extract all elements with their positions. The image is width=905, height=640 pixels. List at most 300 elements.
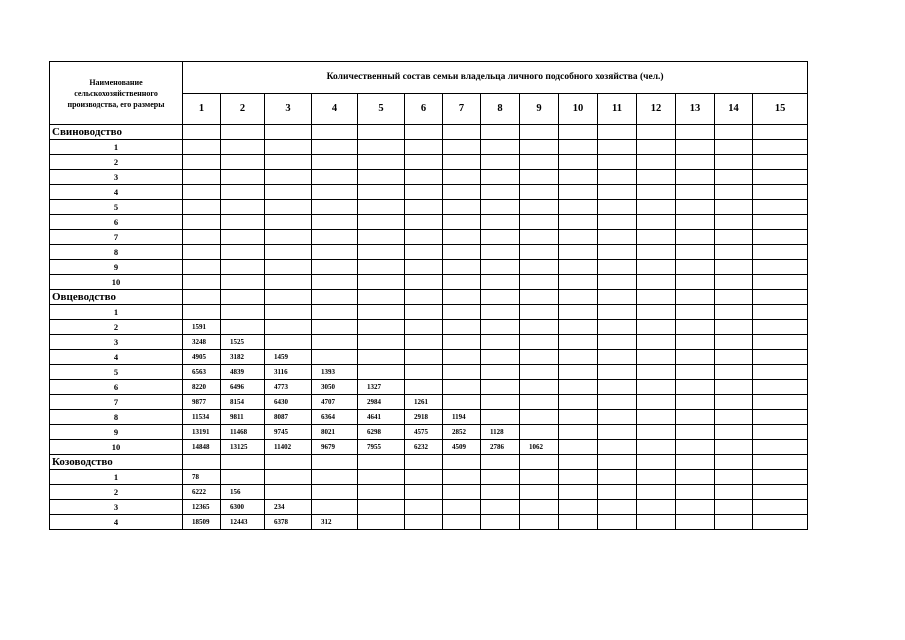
empty-cell: [637, 335, 676, 350]
empty-cell: [358, 215, 405, 230]
table-row: [50, 470, 808, 485]
row-size-label: 10: [50, 275, 183, 290]
value-cell: 9679: [312, 440, 358, 455]
empty-cell: [312, 125, 358, 140]
empty-cell: [520, 185, 559, 200]
empty-cell: [598, 350, 637, 365]
empty-cell: [183, 215, 221, 230]
table-row: [50, 380, 808, 395]
table-row: [50, 200, 808, 215]
column-number-15: 15: [753, 93, 808, 125]
row-size-label: 2: [50, 155, 183, 170]
empty-cell: [598, 440, 637, 455]
empty-cell: [715, 455, 753, 470]
empty-cell: [520, 215, 559, 230]
empty-cell: [598, 365, 637, 380]
empty-cell: [559, 515, 598, 530]
empty-cell: [520, 245, 559, 260]
empty-cell: [676, 185, 715, 200]
empty-cell: [676, 320, 715, 335]
empty-cell: [637, 245, 676, 260]
value-cell: 6364: [312, 410, 358, 425]
empty-cell: [481, 485, 520, 500]
row-size-label: 1: [50, 140, 183, 155]
empty-cell: [358, 125, 405, 140]
table-row: [50, 260, 808, 275]
empty-cell: [753, 260, 808, 275]
empty-cell: [183, 275, 221, 290]
column-number-2: 2: [221, 93, 265, 125]
column-number-14: 14: [715, 93, 753, 125]
row-size-label: 5: [50, 200, 183, 215]
empty-cell: [481, 470, 520, 485]
table-row: [50, 245, 808, 260]
empty-cell: [715, 260, 753, 275]
empty-cell: [598, 470, 637, 485]
value-cell: 1525: [221, 335, 265, 350]
value-cell: 234: [265, 500, 312, 515]
empty-cell: [676, 140, 715, 155]
value-cell: 6378: [265, 515, 312, 530]
empty-cell: [221, 245, 265, 260]
empty-cell: [520, 425, 559, 440]
empty-cell: [312, 485, 358, 500]
value-cell: 1128: [481, 425, 520, 440]
empty-cell: [443, 185, 481, 200]
empty-cell: [405, 230, 443, 245]
value-cell: 9877: [183, 395, 221, 410]
empty-cell: [265, 185, 312, 200]
empty-cell: [265, 125, 312, 140]
table-header: [50, 62, 808, 125]
empty-cell: [481, 200, 520, 215]
row-size-label: 6: [50, 380, 183, 395]
table-body: [50, 125, 808, 530]
empty-cell: [637, 320, 676, 335]
empty-cell: [405, 485, 443, 500]
empty-cell: [598, 485, 637, 500]
table-row: [50, 350, 808, 365]
empty-cell: [753, 215, 808, 230]
table-row: [50, 140, 808, 155]
empty-cell: [753, 380, 808, 395]
empty-cell: [753, 170, 808, 185]
value-cell: 6300: [221, 500, 265, 515]
column-number-6: 6: [405, 93, 443, 125]
empty-cell: [559, 365, 598, 380]
value-cell: 78: [183, 470, 221, 485]
empty-cell: [715, 305, 753, 320]
empty-cell: [598, 260, 637, 275]
column-number-12: 12: [637, 93, 676, 125]
empty-cell: [221, 260, 265, 275]
empty-cell: [405, 515, 443, 530]
empty-cell: [753, 440, 808, 455]
empty-cell: [559, 290, 598, 305]
empty-cell: [481, 275, 520, 290]
empty-cell: [598, 155, 637, 170]
empty-cell: [312, 335, 358, 350]
table-row: [50, 485, 808, 500]
empty-cell: [637, 365, 676, 380]
column-number-10: 10: [559, 93, 598, 125]
empty-cell: [183, 245, 221, 260]
empty-cell: [221, 455, 265, 470]
empty-cell: [715, 230, 753, 245]
row-size-label: 9: [50, 260, 183, 275]
empty-cell: [405, 380, 443, 395]
empty-cell: [312, 275, 358, 290]
empty-cell: [443, 350, 481, 365]
empty-cell: [265, 485, 312, 500]
value-cell: 9811: [221, 410, 265, 425]
row-size-label: 9: [50, 425, 183, 440]
row-size-label: 2: [50, 485, 183, 500]
row-size-label: 4: [50, 515, 183, 530]
section-title: Свиноводство: [50, 125, 183, 140]
empty-cell: [183, 305, 221, 320]
empty-cell: [676, 485, 715, 500]
empty-cell: [715, 440, 753, 455]
empty-cell: [753, 245, 808, 260]
value-cell: 11468: [221, 425, 265, 440]
empty-cell: [221, 215, 265, 230]
empty-cell: [183, 185, 221, 200]
empty-cell: [443, 500, 481, 515]
value-cell: 2852: [443, 425, 481, 440]
empty-cell: [183, 290, 221, 305]
table-row: [50, 155, 808, 170]
empty-cell: [405, 305, 443, 320]
empty-cell: [637, 425, 676, 440]
empty-cell: [358, 515, 405, 530]
empty-cell: [637, 230, 676, 245]
empty-cell: [405, 200, 443, 215]
empty-cell: [443, 170, 481, 185]
empty-cell: [715, 140, 753, 155]
empty-cell: [559, 305, 598, 320]
empty-cell: [598, 200, 637, 215]
empty-cell: [358, 485, 405, 500]
empty-cell: [598, 425, 637, 440]
empty-cell: [481, 380, 520, 395]
empty-cell: [715, 125, 753, 140]
empty-cell: [183, 125, 221, 140]
empty-cell: [753, 365, 808, 380]
value-cell: 8087: [265, 410, 312, 425]
empty-cell: [637, 395, 676, 410]
empty-cell: [676, 350, 715, 365]
empty-cell: [481, 410, 520, 425]
empty-cell: [520, 350, 559, 365]
empty-cell: [481, 230, 520, 245]
empty-cell: [481, 395, 520, 410]
empty-cell: [265, 320, 312, 335]
empty-cell: [715, 425, 753, 440]
value-cell: 4905: [183, 350, 221, 365]
empty-cell: [443, 275, 481, 290]
empty-cell: [443, 230, 481, 245]
value-cell: 1194: [443, 410, 481, 425]
value-cell: 14848: [183, 440, 221, 455]
table-row: [50, 230, 808, 245]
empty-cell: [481, 305, 520, 320]
value-cell: 3248: [183, 335, 221, 350]
empty-cell: [715, 200, 753, 215]
empty-cell: [265, 455, 312, 470]
empty-cell: [265, 245, 312, 260]
empty-cell: [443, 365, 481, 380]
empty-cell: [312, 170, 358, 185]
empty-cell: [676, 155, 715, 170]
empty-cell: [753, 200, 808, 215]
empty-cell: [221, 470, 265, 485]
empty-cell: [221, 305, 265, 320]
empty-cell: [358, 275, 405, 290]
empty-cell: [676, 305, 715, 320]
empty-cell: [481, 290, 520, 305]
empty-cell: [637, 455, 676, 470]
row-size-label: 3: [50, 335, 183, 350]
empty-cell: [183, 155, 221, 170]
empty-cell: [520, 395, 559, 410]
empty-cell: [676, 170, 715, 185]
empty-cell: [676, 230, 715, 245]
empty-cell: [753, 455, 808, 470]
empty-cell: [753, 320, 808, 335]
empty-cell: [358, 185, 405, 200]
empty-cell: [443, 305, 481, 320]
empty-cell: [443, 320, 481, 335]
empty-cell: [405, 350, 443, 365]
empty-cell: [598, 395, 637, 410]
empty-cell: [520, 485, 559, 500]
value-cell: 3050: [312, 380, 358, 395]
empty-cell: [715, 185, 753, 200]
empty-cell: [520, 290, 559, 305]
row-size-label: 5: [50, 365, 183, 380]
empty-cell: [753, 155, 808, 170]
empty-cell: [637, 290, 676, 305]
empty-cell: [676, 215, 715, 230]
empty-cell: [598, 125, 637, 140]
empty-cell: [598, 185, 637, 200]
empty-cell: [265, 305, 312, 320]
table-row: [50, 185, 808, 200]
empty-cell: [221, 155, 265, 170]
empty-cell: [358, 365, 405, 380]
empty-cell: [183, 260, 221, 275]
empty-cell: [481, 455, 520, 470]
empty-cell: [481, 515, 520, 530]
empty-cell: [753, 410, 808, 425]
empty-cell: [520, 335, 559, 350]
empty-cell: [221, 200, 265, 215]
empty-cell: [676, 425, 715, 440]
value-cell: 12365: [183, 500, 221, 515]
row-size-label: 3: [50, 170, 183, 185]
empty-cell: [405, 215, 443, 230]
value-cell: 6496: [221, 380, 265, 395]
empty-cell: [520, 155, 559, 170]
value-cell: 4509: [443, 440, 481, 455]
empty-cell: [637, 440, 676, 455]
value-cell: 1327: [358, 380, 405, 395]
empty-cell: [753, 515, 808, 530]
empty-cell: [559, 380, 598, 395]
empty-cell: [265, 155, 312, 170]
empty-cell: [598, 410, 637, 425]
empty-cell: [358, 260, 405, 275]
value-cell: 4707: [312, 395, 358, 410]
empty-cell: [559, 125, 598, 140]
empty-cell: [358, 155, 405, 170]
value-cell: 6563: [183, 365, 221, 380]
section-title: Овцеводство: [50, 290, 183, 305]
row-size-label: 10: [50, 440, 183, 455]
empty-cell: [520, 275, 559, 290]
empty-cell: [715, 485, 753, 500]
table-row: [50, 170, 808, 185]
empty-cell: [598, 515, 637, 530]
empty-cell: [520, 230, 559, 245]
empty-cell: [405, 170, 443, 185]
empty-cell: [715, 470, 753, 485]
empty-cell: [637, 200, 676, 215]
empty-cell: [637, 155, 676, 170]
empty-cell: [312, 155, 358, 170]
empty-cell: [481, 140, 520, 155]
empty-cell: [481, 500, 520, 515]
empty-cell: [753, 425, 808, 440]
empty-cell: [753, 185, 808, 200]
empty-cell: [753, 335, 808, 350]
data-table: [49, 61, 808, 530]
empty-cell: [676, 380, 715, 395]
empty-cell: [598, 245, 637, 260]
empty-cell: [559, 425, 598, 440]
value-cell: 9745: [265, 425, 312, 440]
empty-cell: [637, 260, 676, 275]
value-cell: 156: [221, 485, 265, 500]
table-row: [50, 305, 808, 320]
empty-cell: [637, 500, 676, 515]
empty-cell: [358, 170, 405, 185]
row-size-label: 8: [50, 410, 183, 425]
empty-cell: [637, 185, 676, 200]
section-row: [50, 290, 808, 305]
empty-cell: [520, 500, 559, 515]
empty-cell: [443, 515, 481, 530]
value-cell: 4641: [358, 410, 405, 425]
empty-cell: [312, 200, 358, 215]
empty-cell: [559, 185, 598, 200]
value-cell: 13125: [221, 440, 265, 455]
row-size-label: 1: [50, 470, 183, 485]
empty-cell: [715, 335, 753, 350]
empty-cell: [405, 245, 443, 260]
empty-cell: [598, 140, 637, 155]
column-number-4: 4: [312, 93, 358, 125]
value-cell: 6298: [358, 425, 405, 440]
empty-cell: [559, 140, 598, 155]
empty-cell: [405, 335, 443, 350]
empty-cell: [715, 515, 753, 530]
empty-cell: [598, 335, 637, 350]
table-row: [50, 215, 808, 230]
empty-cell: [358, 230, 405, 245]
empty-cell: [715, 410, 753, 425]
empty-cell: [559, 335, 598, 350]
row-size-label: 6: [50, 215, 183, 230]
empty-cell: [715, 215, 753, 230]
value-cell: 6430: [265, 395, 312, 410]
family-size-header: Количественный состав семьи владельца личного подсобного хозяйства (чел.): [183, 62, 808, 94]
empty-cell: [443, 245, 481, 260]
empty-cell: [265, 335, 312, 350]
empty-cell: [183, 200, 221, 215]
name-column-header: Наименование сельскохозяйственного производства, его размеры: [50, 62, 183, 125]
value-cell: 4839: [221, 365, 265, 380]
empty-cell: [481, 260, 520, 275]
empty-cell: [481, 335, 520, 350]
table-row: [50, 335, 808, 350]
empty-cell: [405, 365, 443, 380]
empty-cell: [753, 230, 808, 245]
table-row: [50, 275, 808, 290]
empty-cell: [676, 365, 715, 380]
empty-cell: [358, 335, 405, 350]
empty-cell: [312, 245, 358, 260]
empty-cell: [481, 320, 520, 335]
empty-cell: [443, 260, 481, 275]
empty-cell: [481, 125, 520, 140]
empty-cell: [520, 470, 559, 485]
empty-cell: [312, 290, 358, 305]
empty-cell: [405, 455, 443, 470]
value-cell: 11402: [265, 440, 312, 455]
empty-cell: [598, 170, 637, 185]
table-row: [50, 410, 808, 425]
empty-cell: [358, 305, 405, 320]
empty-cell: [405, 275, 443, 290]
empty-cell: [405, 185, 443, 200]
value-cell: 12443: [221, 515, 265, 530]
empty-cell: [598, 305, 637, 320]
empty-cell: [481, 215, 520, 230]
empty-cell: [443, 140, 481, 155]
section-row: [50, 125, 808, 140]
empty-cell: [559, 215, 598, 230]
empty-cell: [443, 215, 481, 230]
empty-cell: [265, 275, 312, 290]
empty-cell: [598, 230, 637, 245]
empty-cell: [559, 350, 598, 365]
empty-cell: [520, 380, 559, 395]
column-number-5: 5: [358, 93, 405, 125]
empty-cell: [676, 440, 715, 455]
empty-cell: [405, 320, 443, 335]
empty-cell: [358, 320, 405, 335]
empty-cell: [443, 155, 481, 170]
row-size-label: 7: [50, 230, 183, 245]
empty-cell: [405, 140, 443, 155]
empty-cell: [559, 440, 598, 455]
empty-cell: [715, 380, 753, 395]
empty-cell: [715, 290, 753, 305]
table-row: [50, 320, 808, 335]
table-row: [50, 440, 808, 455]
